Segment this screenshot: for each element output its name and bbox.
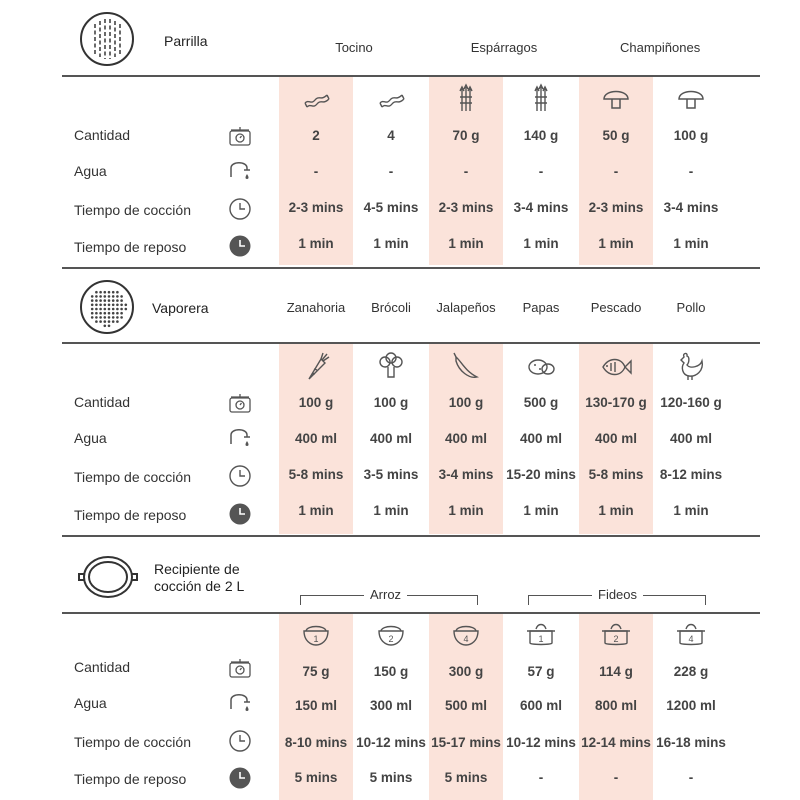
bowl-number: 2: [388, 634, 394, 644]
rice-bowl-icon: [353, 616, 429, 652]
row-label: Cantidad: [74, 394, 131, 410]
value-cell: 1 min: [673, 236, 709, 251]
section-title: Parrilla: [164, 33, 208, 49]
value-cell: 500 ml: [444, 698, 488, 713]
row-label: Cantidad: [74, 127, 131, 143]
row-label: Cantidad: [74, 659, 131, 675]
value-cell: 400 ml: [669, 431, 713, 446]
value-cell: 400 ml: [369, 431, 413, 446]
group-label: Fideos: [592, 587, 643, 602]
column-header: Tocino: [335, 40, 373, 55]
value-cell: 15-20 mins: [506, 467, 576, 482]
mushroom-icon: [578, 80, 654, 116]
divider: [62, 612, 760, 614]
value-cell: 1 min: [373, 236, 409, 251]
value-cell: -: [688, 164, 694, 179]
divider: [62, 342, 760, 344]
value-cell: 8-10 mins: [284, 735, 348, 750]
value-cell: -: [538, 164, 544, 179]
grill-plate-icon: [80, 12, 134, 66]
divider: [62, 75, 760, 77]
value-cell: 5 mins: [444, 770, 488, 785]
value-cell: 1 min: [673, 503, 709, 518]
row-label: Tiempo de reposo: [74, 239, 187, 255]
value-cell: 100 g: [673, 128, 709, 143]
bacon-icon: [353, 80, 429, 116]
value-cell: 75 g: [302, 664, 330, 679]
value-cell: 300 ml: [369, 698, 413, 713]
value-cell: 3-4 mins: [663, 200, 719, 215]
value-cell: -: [388, 164, 394, 179]
column-header: Champiñones: [620, 40, 701, 55]
bowl-number: 1: [313, 634, 319, 644]
chicken-icon: [653, 348, 729, 384]
divider: [62, 535, 760, 537]
value-cell: 400 ml: [294, 431, 338, 446]
section-recipiente: [0, 540, 800, 800]
value-cell: 10-12 mins: [356, 735, 426, 750]
section-vaporera: [0, 270, 800, 540]
row-label: Tiempo de cocción: [74, 202, 191, 218]
column-header: Jalapeños: [436, 300, 496, 315]
rice-bowl-icon: [428, 616, 504, 652]
value-cell: 1 min: [373, 503, 409, 518]
value-cell: 4: [387, 128, 395, 143]
value-cell: 1 min: [598, 503, 634, 518]
bowl-number: 2: [613, 634, 619, 644]
value-cell: 16-18 mins: [656, 735, 726, 750]
value-cell: 5 mins: [369, 770, 413, 785]
value-cell: 15-17 mins: [431, 735, 501, 750]
value-cell: 114 g: [599, 664, 633, 679]
fish-icon: [578, 348, 654, 384]
value-cell: 3-5 mins: [363, 467, 419, 482]
value-cell: 120-160 g: [660, 395, 722, 410]
value-cell: 2-3 mins: [438, 200, 494, 215]
value-cell: -: [613, 770, 619, 785]
clock-filled-icon: [226, 764, 254, 792]
group-label: Arroz: [364, 587, 407, 602]
row-label: Agua: [74, 695, 107, 711]
value-cell: 8-12 mins: [659, 467, 723, 482]
value-cell: 1200 ml: [666, 698, 716, 713]
value-cell: 500 g: [523, 395, 559, 410]
value-cell: 5-8 mins: [288, 467, 344, 482]
rice-bowl-icon: [278, 616, 354, 652]
value-cell: -: [613, 164, 619, 179]
bowl-number: 1: [538, 634, 544, 644]
column-header: Brócoli: [371, 300, 411, 315]
value-cell: 100 g: [448, 395, 484, 410]
column-header: Papas: [522, 300, 560, 315]
column-header: Pescado: [590, 300, 642, 315]
row-label: Tiempo de reposo: [74, 507, 187, 523]
value-cell: 140 g: [523, 128, 559, 143]
bacon-icon: [278, 80, 354, 116]
potato-icon: [503, 348, 579, 384]
value-cell: 4-5 mins: [363, 200, 419, 215]
value-cell: 1 min: [598, 236, 634, 251]
faucet-icon: [226, 689, 254, 717]
column-header: Pollo: [676, 300, 706, 315]
section-parrilla: [0, 0, 800, 270]
asparagus-icon: [428, 80, 504, 116]
value-cell: 2: [312, 128, 320, 143]
value-cell: 600 ml: [519, 698, 563, 713]
row-label: Agua: [74, 430, 107, 446]
section-title: Vaporera: [152, 300, 209, 316]
row-label: Agua: [74, 163, 107, 179]
value-cell: 150 ml: [294, 698, 338, 713]
clock-outline-icon: [226, 462, 254, 490]
section-title-line-1: Recipiente de: [154, 561, 240, 577]
scale-icon: [226, 653, 254, 681]
clock-outline-icon: [226, 195, 254, 223]
value-cell: 3-4 mins: [438, 467, 494, 482]
section-title-line-2: cocción de 2 L: [154, 578, 245, 594]
value-cell: -: [313, 164, 319, 179]
mushroom-icon: [653, 80, 729, 116]
value-cell: 1 min: [523, 236, 559, 251]
value-cell: 1 min: [298, 236, 334, 251]
value-cell: -: [538, 770, 544, 785]
clock-filled-icon: [226, 500, 254, 528]
column-header: Zanahoria: [286, 300, 346, 315]
value-cell: 228 g: [673, 664, 709, 679]
row-label: Tiempo de reposo: [74, 771, 187, 787]
noodle-pot-icon: [578, 616, 654, 652]
divider: [62, 267, 760, 269]
value-cell: 5 mins: [294, 770, 338, 785]
value-cell: 50 g: [602, 128, 630, 143]
value-cell: 300 g: [448, 664, 484, 679]
asparagus-icon: [503, 80, 579, 116]
faucet-icon: [226, 157, 254, 185]
cooking-pot-icon: [76, 552, 140, 602]
noodle-pot-icon: [653, 616, 729, 652]
value-cell: 70 g: [452, 128, 480, 143]
value-cell: 130-170 g: [585, 395, 647, 410]
value-cell: 800 ml: [594, 698, 638, 713]
broccoli-icon: [353, 348, 429, 384]
carrot-icon: [278, 348, 354, 384]
value-cell: 400 ml: [519, 431, 563, 446]
row-label: Tiempo de cocción: [74, 469, 191, 485]
clock-filled-icon: [226, 232, 254, 260]
pepper-icon: [428, 348, 504, 384]
value-cell: 1 min: [448, 503, 484, 518]
bowl-number: 4: [688, 634, 694, 644]
scale-icon: [226, 388, 254, 416]
value-cell: 150 g: [373, 664, 409, 679]
value-cell: 400 ml: [444, 431, 488, 446]
value-cell: 10-12 mins: [506, 735, 576, 750]
faucet-icon: [226, 424, 254, 452]
value-cell: 12-14 mins: [581, 735, 651, 750]
noodle-pot-icon: [503, 616, 579, 652]
value-cell: 5-8 mins: [588, 467, 644, 482]
value-cell: 2-3 mins: [588, 200, 644, 215]
value-cell: 2-3 mins: [288, 200, 344, 215]
bowl-number: 4: [463, 634, 469, 644]
value-cell: 57 g: [527, 664, 555, 679]
value-cell: 100 g: [373, 395, 409, 410]
steamer-tray-icon: [80, 280, 134, 334]
value-cell: 1 min: [448, 236, 484, 251]
value-cell: 400 ml: [594, 431, 638, 446]
value-cell: 1 min: [298, 503, 334, 518]
value-cell: -: [463, 164, 469, 179]
row-label: Tiempo de cocción: [74, 734, 191, 750]
clock-outline-icon: [226, 727, 254, 755]
value-cell: -: [688, 770, 694, 785]
scale-icon: [226, 121, 254, 149]
value-cell: 100 g: [298, 395, 334, 410]
value-cell: 1 min: [523, 503, 559, 518]
value-cell: 3-4 mins: [513, 200, 569, 215]
column-header: Espárragos: [470, 40, 538, 55]
